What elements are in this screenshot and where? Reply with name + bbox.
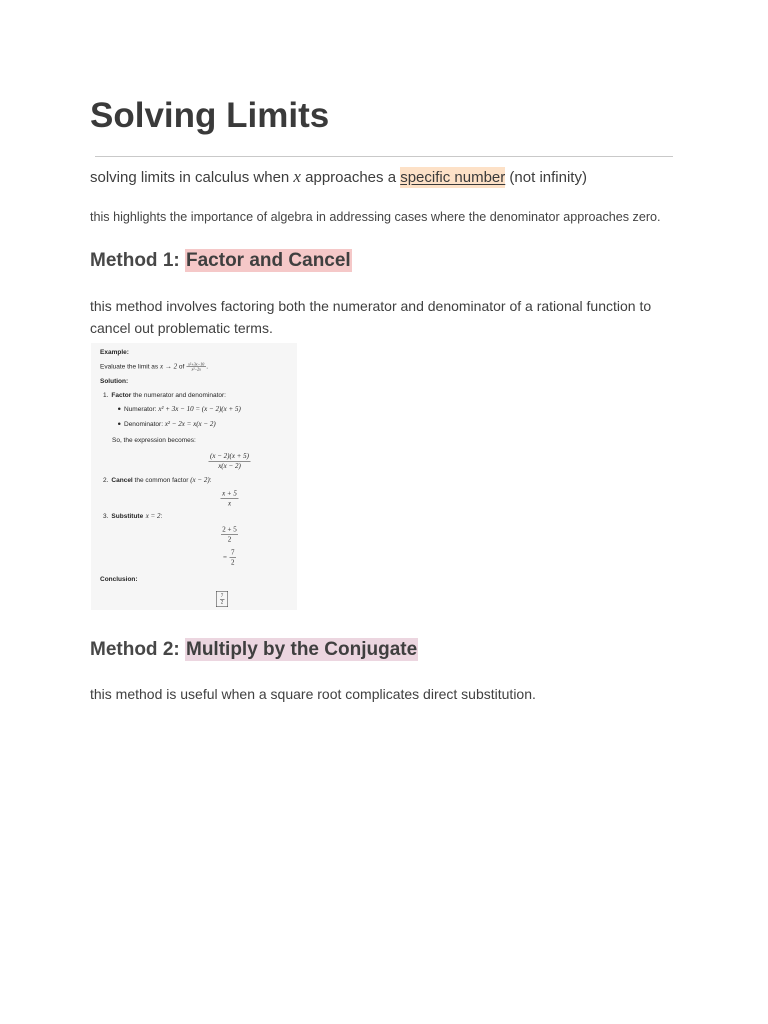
denominator-factored-math: x² − 2x = x(x − 2) [164, 420, 216, 428]
example-solution-image [91, 343, 297, 610]
example-heading: Example: [100, 348, 129, 356]
denominator-label: Denominator: [124, 420, 165, 428]
fraction-numerator: 7 [230, 549, 235, 557]
example-image-content [91, 343, 297, 610]
factored-fraction [180, 452, 280, 472]
prompt-fraction-denominator: x²−2x [187, 367, 206, 372]
prompt-period: . [206, 362, 209, 370]
title-divider [95, 156, 673, 157]
step-3-math: x = 2 [145, 512, 161, 520]
fraction-numerator: 2 + 5 [222, 526, 237, 534]
equals-sign: = [223, 554, 227, 562]
step-2-text: the common factor [132, 476, 191, 484]
step-2-math: (x − 2) [190, 476, 210, 484]
fraction-denominator: 2 [230, 559, 235, 567]
step-2-keyword: Cancel [111, 476, 133, 484]
conclusion-heading: Conclusion: [100, 575, 138, 583]
intro-text-middle: approaches a [300, 169, 401, 186]
fraction [221, 489, 239, 509]
fraction-numerator: (x − 2)(x + 5) [210, 452, 249, 460]
example-prompt [100, 362, 208, 372]
method-1-description: this method involves factoring both the numerator and denominator of a rational function to cancel out problematic terms. [90, 298, 652, 336]
prompt-fraction-numerator: x²+3x−10 [188, 362, 205, 367]
specific-number-link[interactable]: specific number [400, 169, 506, 186]
step-3-colon: : [160, 512, 163, 520]
step-1-text: the numerator and denominator: [131, 391, 226, 399]
bullet-marker [118, 423, 121, 426]
bullet-marker [118, 408, 121, 411]
numerator-label: Numerator: [124, 405, 159, 413]
numerator-factored-math: x² + 3x − 10 = (x − 2)(x + 5) [158, 405, 241, 413]
algebra-note: this highlights the importance of algebra in addressing cases where the denominator approaches zero. [90, 210, 661, 224]
substituted-fraction [180, 525, 280, 545]
page-title: Solving Limits [90, 96, 330, 135]
step-1-keyword: Factor [111, 391, 132, 399]
method-2-title-highlight: Multiply by the Conjugate [186, 639, 418, 660]
cancelled-fraction [180, 489, 280, 509]
fraction-numerator: x + 5 [222, 490, 237, 498]
fraction-numerator: 7 [220, 592, 224, 599]
intro-text-suffix: (not infinity) [505, 169, 587, 186]
math-variable-x: x [293, 167, 301, 186]
step-1-number: 1. [103, 391, 109, 399]
simplified-fraction [180, 548, 280, 568]
fraction-denominator: x [221, 499, 239, 509]
step-1 [103, 391, 226, 399]
fraction-denominator: x(x − 2) [209, 461, 251, 471]
prompt-text: Evaluate the limit as [100, 362, 160, 370]
method-2-description: this method is useful when a square root complicates direct substitution. [90, 686, 536, 702]
step-2-colon: : [209, 476, 212, 484]
step-2 [103, 476, 212, 485]
step-3-number: 3. [103, 512, 109, 520]
method-1-heading [90, 249, 352, 273]
boxed-answer [216, 591, 228, 607]
method-1-title-highlight: Factor and Cancel [186, 250, 351, 271]
intro-paragraph [90, 166, 587, 189]
intro-text-prefix: solving limits in calculus when [90, 169, 294, 186]
fraction [229, 548, 236, 568]
fraction [209, 452, 251, 472]
solution-heading: Solution: [100, 377, 129, 385]
step-2-number: 2. [103, 476, 109, 484]
fraction-denominator: 2 [220, 599, 224, 605]
step-3 [103, 512, 162, 521]
prompt-of-text: of [177, 362, 187, 370]
step-3-keyword: Substitute [111, 512, 144, 520]
expression-note: So, the expression becomes: [112, 436, 196, 444]
fraction [221, 525, 238, 545]
denominator-bullet [118, 420, 216, 429]
fraction-denominator: 2 [221, 535, 238, 545]
prompt-fraction [187, 362, 209, 372]
numerator-bullet [118, 405, 241, 414]
method-1-label: Method 1: [90, 250, 185, 271]
method-2-heading [90, 638, 418, 662]
fraction [220, 593, 225, 606]
method-2-label: Method 2: [90, 639, 185, 660]
prompt-limit-math: x → 2 [159, 362, 178, 371]
